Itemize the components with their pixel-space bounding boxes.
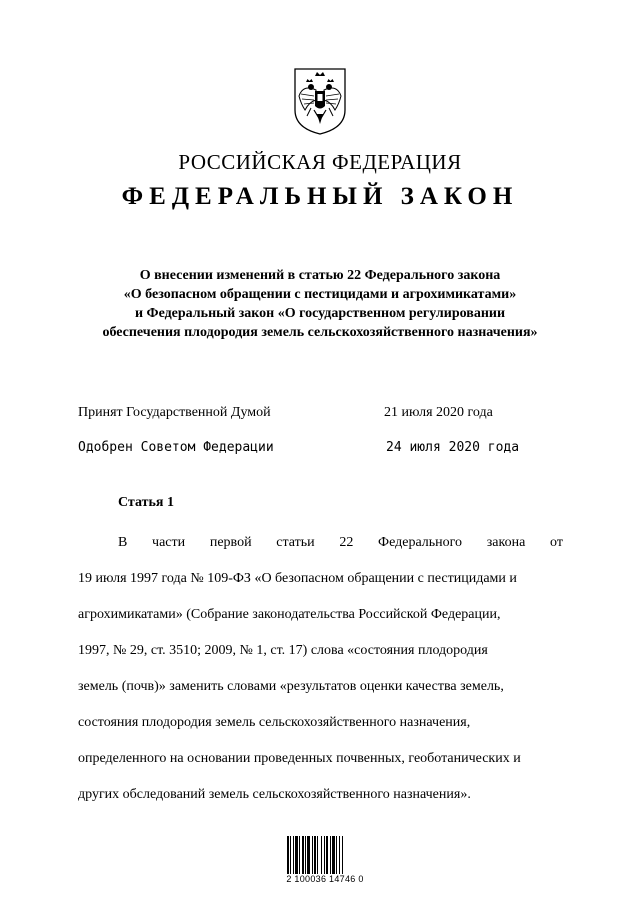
- article-word: статьи: [276, 535, 315, 550]
- article-word: закона: [486, 535, 526, 550]
- article-word: части: [152, 535, 186, 550]
- barcode-bar: [312, 836, 313, 874]
- barcode-bar: [302, 836, 304, 874]
- article-body: [78, 531, 563, 819]
- article-text-line: 19 июля 1997 года № 109-ФЗ «О безопасном обращении с пестицидами и: [78, 571, 517, 586]
- article-word: 22: [339, 535, 354, 550]
- article-text-line: других обследований земель сельскохозяйственного назначения».: [78, 787, 471, 802]
- barcode-bar: [342, 836, 343, 874]
- barcode-bar: [336, 836, 337, 874]
- coat-of-arms-icon: [289, 66, 351, 136]
- law-title-line: и Федеральный закон «О государственном регулировании: [134, 306, 506, 321]
- article-text-line: состояния плодородия земель сельскохозяйственного назначения,: [78, 715, 471, 730]
- barcode-bar: [290, 836, 291, 874]
- article-word: от: [550, 535, 563, 550]
- article-heading: Статья 1: [118, 495, 174, 510]
- barcode-bar: [339, 836, 340, 874]
- duma-adoption-date: 21 июля 2020 года: [384, 405, 493, 420]
- country-name: РОССИЙСКАЯ ФЕДЕРАЦИЯ: [178, 150, 462, 174]
- barcode-bar: [321, 836, 322, 874]
- law-title-line: обеспечения плодородия земель сельскохозяйственного назначения»: [102, 325, 538, 340]
- article-text-line: определенного на основании проведенных почвенных, геоботанических и: [78, 751, 521, 766]
- barcode-bar: [307, 836, 310, 874]
- article-word: первой: [209, 535, 252, 550]
- barcode-bar: [314, 836, 316, 874]
- article-text-line: 1997, № 29, ст. 3510; 2009, № 1, ст. 17) слова «состояния плодородия: [78, 643, 488, 658]
- barcode-bar: [299, 836, 300, 874]
- barcode-bar: [332, 836, 335, 874]
- council-approval-row: [78, 440, 558, 455]
- barcode-bar: [330, 836, 331, 874]
- barcode-icon: [285, 836, 365, 874]
- barcode: [285, 826, 365, 886]
- document-type: ФЕДЕРАЛЬНЫЙ ЗАКОН: [121, 183, 519, 210]
- council-approval-label: Одобрен Советом Федерации: [78, 440, 274, 455]
- barcode-bar: [324, 836, 325, 874]
- council-approval-date: 24 июля 2020 года: [386, 440, 520, 455]
- law-title-line: «О безопасном обращении с пестицидами и агрохимикатами»: [123, 287, 517, 302]
- article-text-line: земель (почв)» заменить словами «результатов оценки качества земель,: [78, 679, 504, 694]
- article-word: В: [118, 535, 128, 550]
- barcode-bar: [326, 836, 328, 874]
- law-title-line: О внесении изменений в статью 22 Федерального закона: [139, 268, 501, 283]
- barcode-bar: [287, 836, 289, 874]
- article-word: Федерального: [378, 535, 463, 550]
- article-first-line: [78, 531, 563, 567]
- barcode-number: 2 100036 14746 0: [286, 874, 364, 884]
- barcode-bar: [295, 836, 298, 874]
- law-title: [40, 266, 600, 342]
- article-text-line: агрохимикатами» (Собрание законодательства Российской Федерации,: [78, 607, 501, 622]
- duma-adoption-row: [78, 405, 558, 421]
- barcode-bar: [305, 836, 306, 874]
- duma-adoption-label: Принят Государственной Думой: [78, 405, 271, 420]
- barcode-bar: [317, 836, 318, 874]
- barcode-bar: [293, 836, 294, 874]
